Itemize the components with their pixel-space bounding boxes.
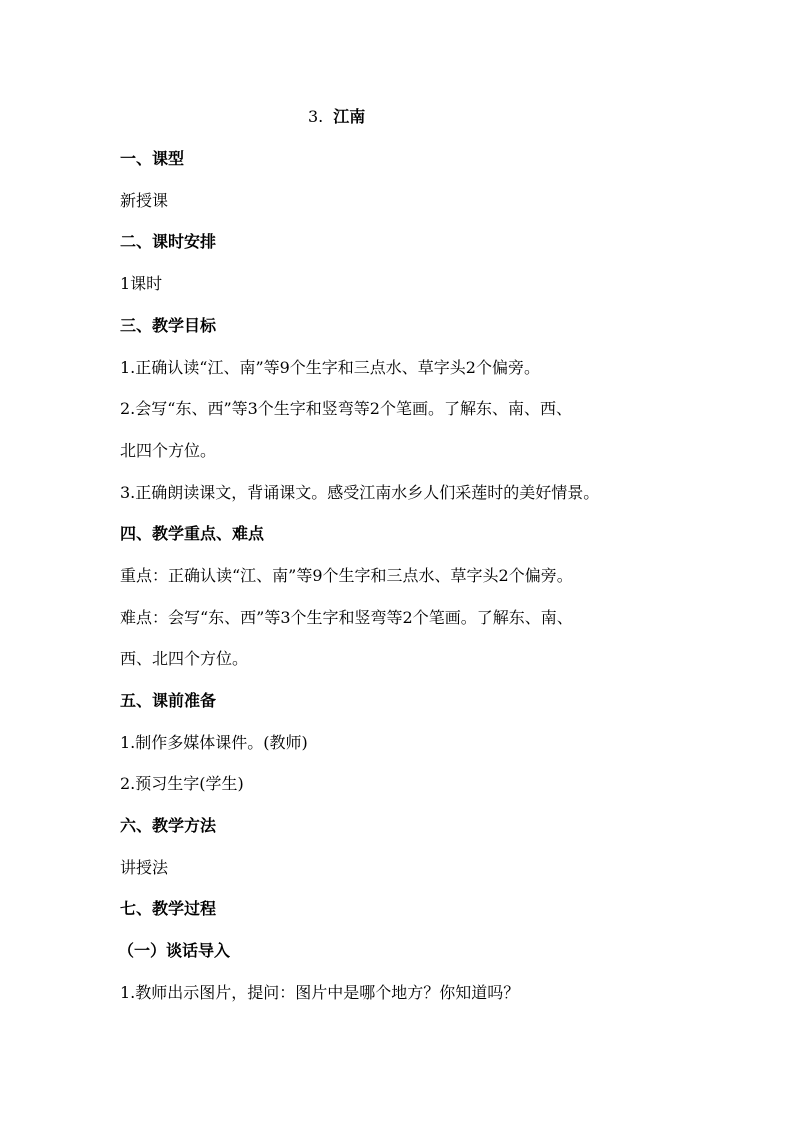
lesson-type-text: 新授课 bbox=[120, 191, 169, 210]
lesson-number: 3. bbox=[308, 107, 324, 126]
section-heading-lesson-type: 一、课型 bbox=[120, 149, 185, 168]
preparation-2: 2.预习生字(学生) bbox=[120, 774, 244, 793]
section-heading-process: 七、教学过程 bbox=[120, 899, 217, 918]
section-heading-key-points: 四、教学重点、难点 bbox=[120, 524, 265, 543]
process-step-1: 1.教师出示图片，提问：图片中是哪个地方？你知道吗？ bbox=[120, 983, 520, 1002]
section-heading-objectives: 三、教学目标 bbox=[120, 316, 217, 335]
objective-2-line-2: 北四个方位。 bbox=[120, 441, 217, 460]
preparation-1: 1.制作多媒体课件。(教师) bbox=[120, 733, 308, 752]
lesson-name: 江南 bbox=[333, 107, 366, 126]
lesson-title bbox=[308, 106, 365, 128]
objective-1: 1.正确认读“江、南”等9个生字和三点水、草字头2个偏旁。 bbox=[120, 358, 540, 377]
difficult-point-line-2: 西、北四个方位。 bbox=[120, 649, 249, 668]
schedule-text: 1课时 bbox=[120, 274, 163, 293]
difficult-point-line-1: 难点：会写“东、西”等3个生字和竖弯等2个笔画。了解东、南、 bbox=[120, 608, 573, 627]
section-heading-methods: 六、教学方法 bbox=[120, 816, 217, 835]
methods-text: 讲授法 bbox=[120, 858, 169, 877]
section-heading-preparation: 五、课前准备 bbox=[120, 691, 217, 710]
subsection-heading-intro: （一）谈话导入 bbox=[118, 941, 231, 960]
section-heading-schedule: 二、课时安排 bbox=[120, 232, 217, 251]
objective-2-line-1: 2.会写“东、西”等3个生字和竖弯等2个笔画。了解东、南、西、 bbox=[120, 399, 572, 418]
objective-3: 3.正确朗读课文，背诵课文。感受江南水乡人们采莲时的美好情景。 bbox=[120, 483, 600, 502]
key-point: 重点：正确认读“江、南”等9个生字和三点水、草字头2个偏旁。 bbox=[120, 566, 573, 585]
